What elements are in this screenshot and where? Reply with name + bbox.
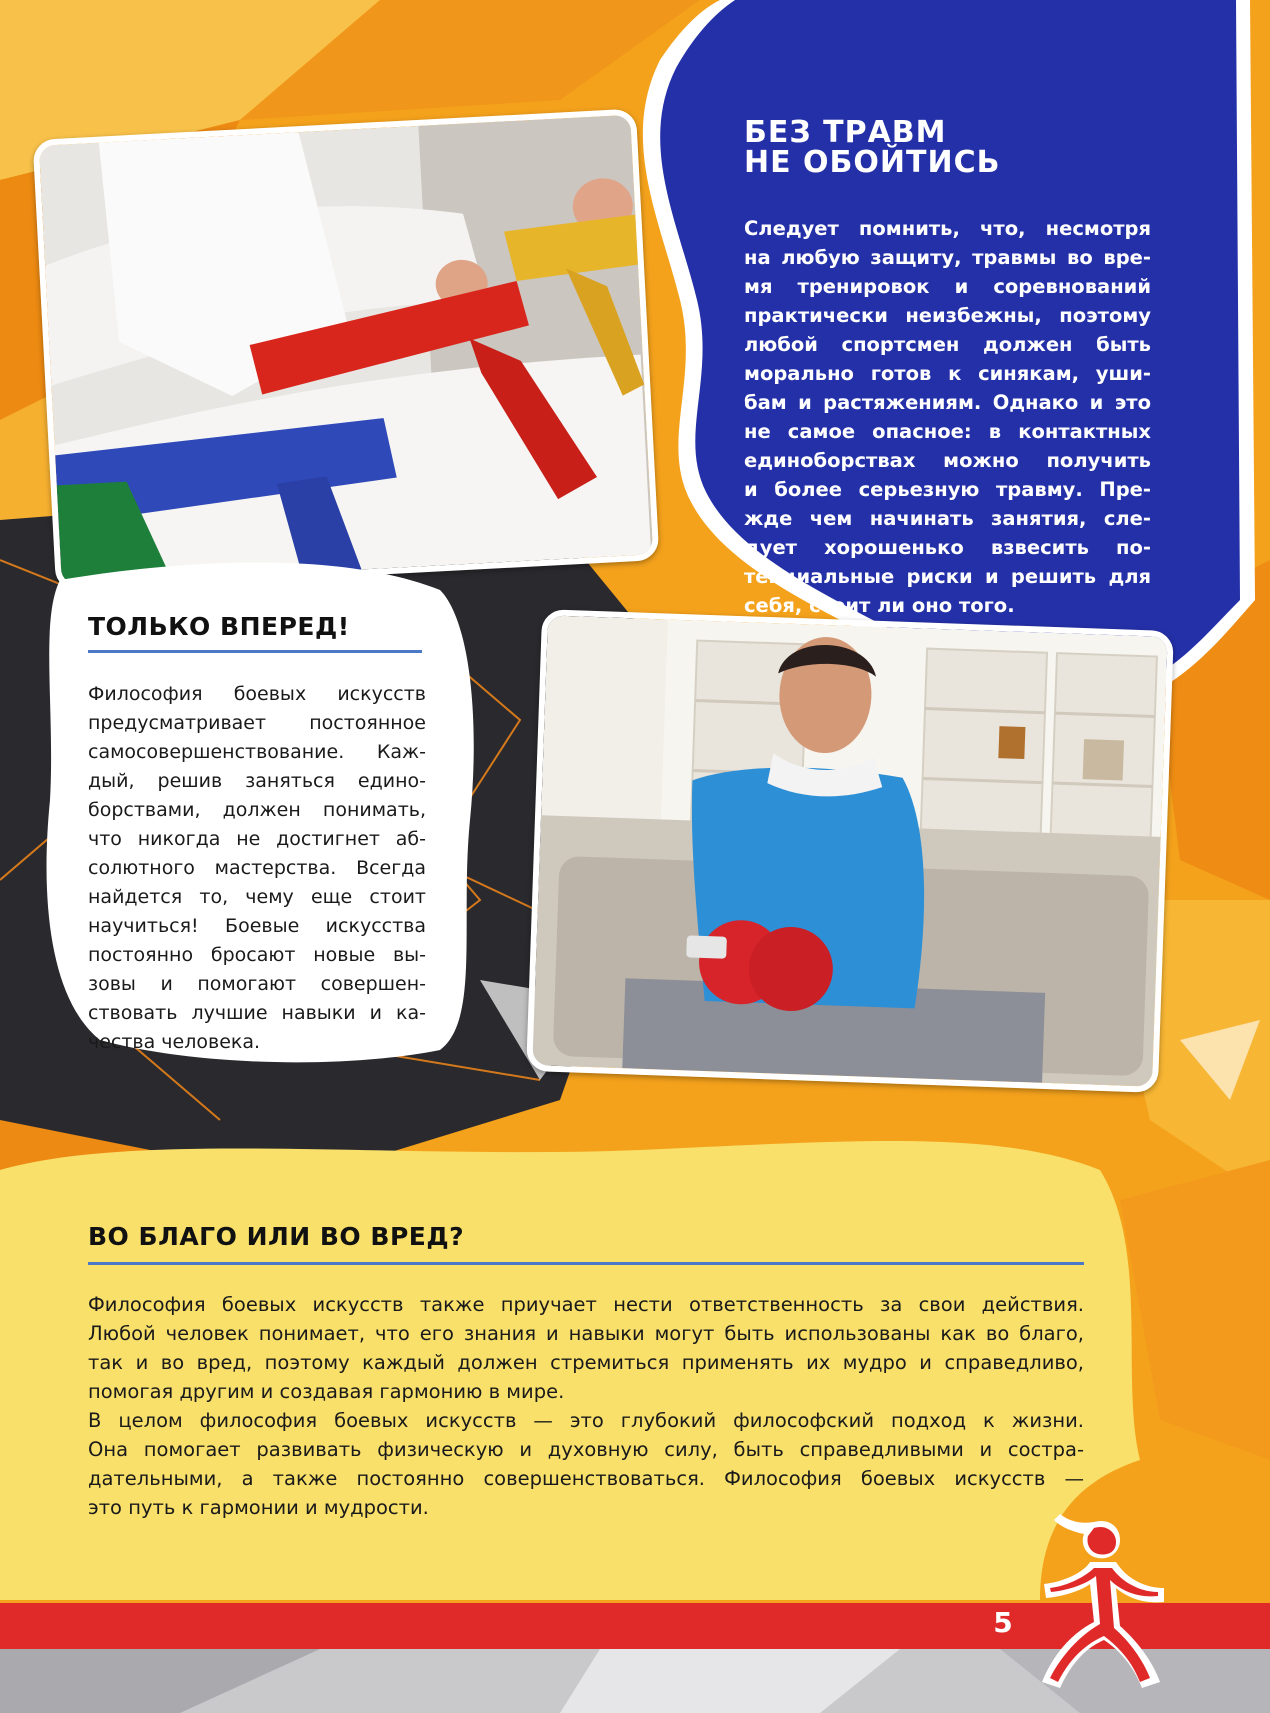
injuries-title bbox=[744, 115, 1164, 180]
injuries-title-line: БЕЗ ТРАВМ bbox=[744, 115, 947, 150]
injuries-title-line: НЕ ОБОЙТИСЬ bbox=[744, 145, 1001, 180]
karate-fighter-icon bbox=[1024, 1512, 1174, 1692]
text-line: солютного мастерства. Всегда bbox=[88, 857, 426, 879]
text-line: мя тренировок и соревнований bbox=[744, 275, 1151, 298]
injured-boxer-photo bbox=[526, 609, 1174, 1093]
good-or-harm-title: ВО БЛАГО ИЛИ ВО ВРЕД? bbox=[88, 1222, 465, 1251]
karate-belts-photo bbox=[33, 109, 660, 592]
forward-title: ТОЛЬКО ВПЕРЕД! bbox=[88, 612, 350, 641]
text-line: дует хорошенько взвесить по- bbox=[744, 536, 1151, 559]
text-line: найдется то, чему еще стоит bbox=[88, 886, 426, 908]
good-or-harm-text bbox=[88, 1290, 1084, 1522]
text-line: Философия боевых искусств также приучает нести ответственность за свои действия. bbox=[88, 1293, 1084, 1316]
text-line: единоборствах можно получить bbox=[744, 449, 1151, 472]
good-or-harm-title-rule bbox=[88, 1262, 1084, 1265]
text-line: зовы и помогают совершен- bbox=[88, 973, 426, 995]
text-line: дательными, а также постоянно совершенствоваться. Философия боевых искусств — bbox=[88, 1467, 1084, 1490]
text-line: любой спортсмен должен быть bbox=[744, 333, 1151, 356]
text-line: морально готов к синякам, уши- bbox=[744, 362, 1151, 385]
text-line: тенциальные риски и решить для bbox=[744, 565, 1151, 588]
text-line: это путь к гармонии и мудрости. bbox=[88, 1496, 429, 1519]
text-line: В целом философия боевых искусств — это глубокий философский подход к жизни. bbox=[88, 1409, 1084, 1432]
text-line: борствами, должен понимать, bbox=[88, 799, 426, 821]
forward-title-rule bbox=[88, 650, 422, 653]
text-line: на любую защиту, травмы во вре- bbox=[744, 246, 1151, 269]
text-line: научиться! Боевые искусства bbox=[88, 915, 426, 937]
text-line: жде чем начинать занятия, сле- bbox=[744, 507, 1151, 530]
text-line: предусматривает постоянное bbox=[88, 712, 426, 734]
text-line: Философия боевых искусств bbox=[88, 683, 426, 705]
text-line: что никогда не достигнет аб- bbox=[88, 828, 426, 850]
text-line: чества человека. bbox=[88, 1031, 261, 1053]
page-number: 5 bbox=[993, 1606, 1013, 1639]
text-line: ствовать лучшие навыки и ка- bbox=[88, 1002, 426, 1024]
text-line: дый, решив заняться едино- bbox=[88, 770, 426, 792]
forward-text bbox=[88, 680, 426, 1057]
text-line: Любой человек понимает, что его знания и навыки могут быть использованы как во благо, bbox=[88, 1322, 1084, 1345]
text-line: не самое опасное: в контактных bbox=[744, 420, 1151, 443]
text-line: самосовершенствование. Каж- bbox=[88, 741, 426, 763]
text-line: практически неизбежны, поэтому bbox=[744, 304, 1151, 327]
text-line: так и во вред, поэтому каждый должен стремиться применять их мудро и справедливо, bbox=[88, 1351, 1084, 1374]
text-line: и более серьезную травму. Пре- bbox=[744, 478, 1151, 501]
injuries-text bbox=[744, 214, 1151, 620]
text-line: постоянно бросают новые вы- bbox=[88, 944, 426, 966]
text-line: Следует помнить, что, несмотря bbox=[744, 217, 1151, 240]
text-line: помогая другим и создавая гармонию в мире. bbox=[88, 1380, 565, 1403]
text-line: Она помогает развивать физическую и духовную силу, быть справедливыми и состра- bbox=[88, 1438, 1084, 1461]
text-line: бам и растяжениям. Однако и это bbox=[744, 391, 1151, 414]
text-line: себя, стоит ли оно того. bbox=[744, 594, 1015, 617]
